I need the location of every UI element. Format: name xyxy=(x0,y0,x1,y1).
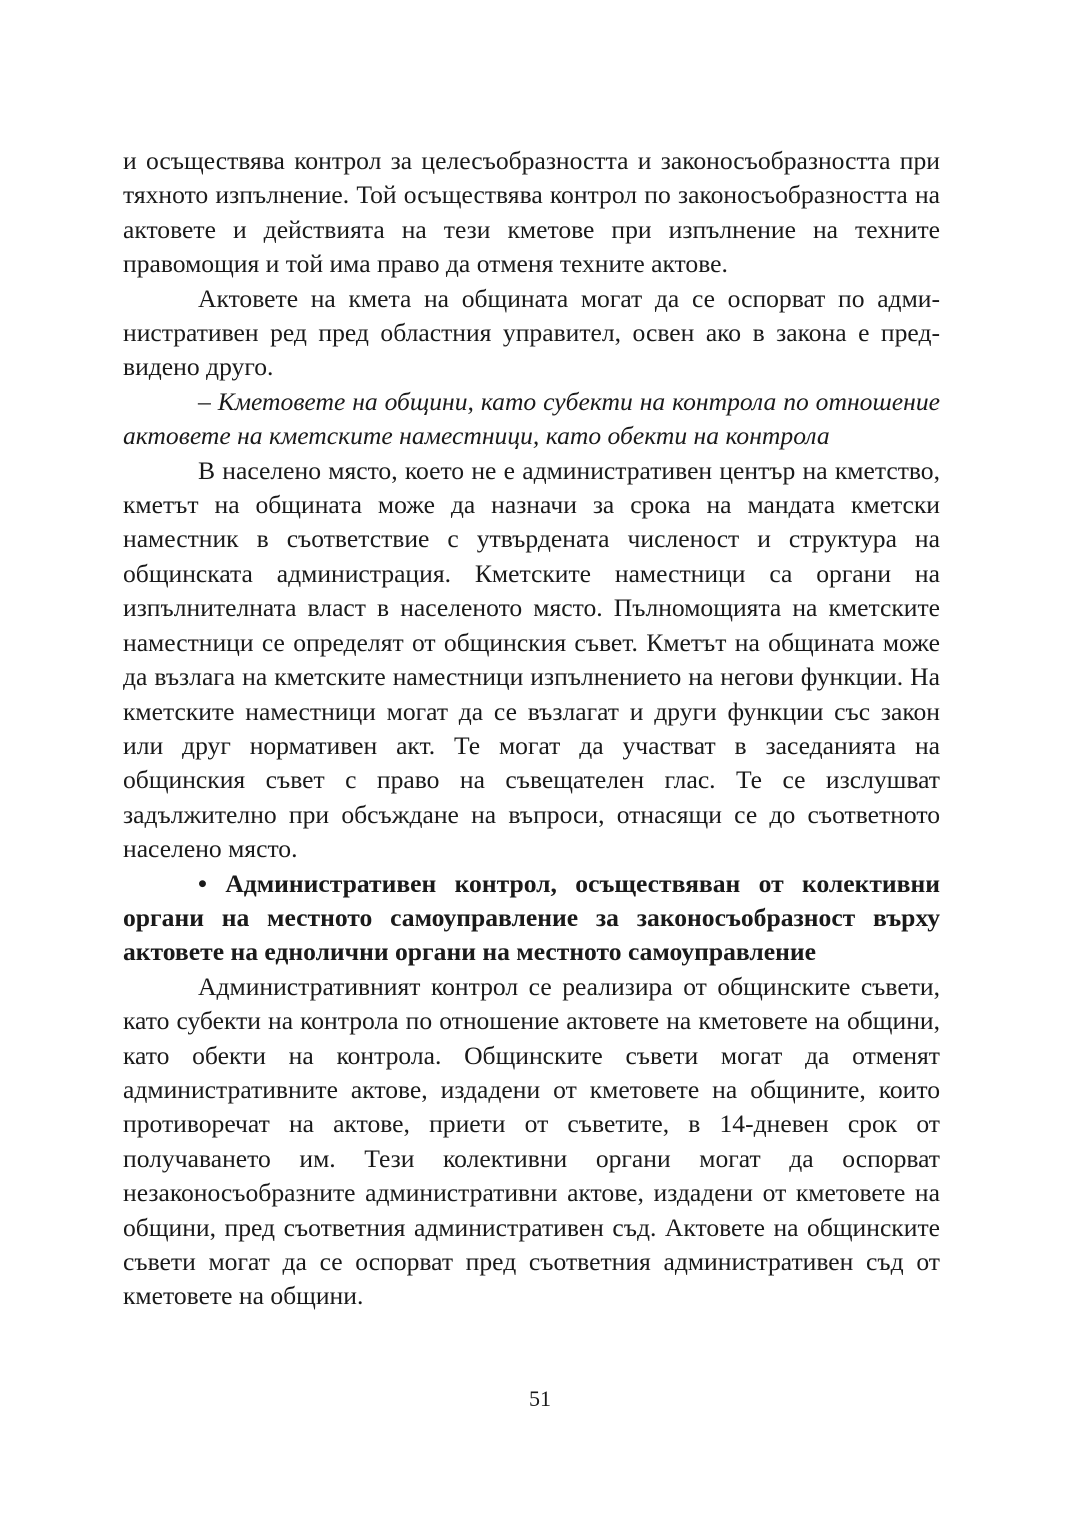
page-number: 51 xyxy=(529,1386,551,1411)
bold-heading-administrative-control: • Административен контрол, осъществяван от колективни органи на местното самоуправление за законосъобразност върху актовете на еднолични органи на местното самоуправление xyxy=(123,868,940,967)
paragraph-mayoral-deputies: В населено място, което не е административен център на кметство, кметът на общината може да назначи за срока на мандата кметски наместник в съответствие с утвърдената численост и структура на общинската администрация. Кметските наместници са органи на изпълнителната власт в населеното място. Пълномощията на кметските наместници се определят от общинския съвет. Кметът на общината може да възлага на кметските наместници изпълнението на негови функции. На кметските наместници могат да се възлагат и други функции със закон или друг нормативен акт. Те могат да участват в заседанията на общинския съвет с право на съвещателен глас. Те се изслушват задължително при обсъждане на въпроси, отнасящи се до съответното населено място. xyxy=(123,455,940,864)
paragraph-municipal-councils-control: Административният контрол се реализира от общинските съвети, като субекти на контрола по отношение актовете на кметовете на общини, като обекти на контрола. Общинските съвети могат да отменят административните актове, издадени от кметовете на общините, които противоречат на актове, приети от съветите, в 14-дневен срок от получаването им. Тези колективни органи могат да оспорват незаконосъобразните административни актове, издадени от кметовете на общини, пред съответния административен съд. Актовете на общинските съвети могат да се оспорват пред съответния административен съд от кметовете на общини. xyxy=(123,971,940,1311)
paragraph-appeal-mayor-acts: Актовете на кмета на общината могат да се оспорват по административен ред пред областния управител, освен ако в закона е предвидено друго. xyxy=(123,283,940,382)
italic-subheading-mayors-control: – Кметовете на общини, като субекти на контрола по отношение актовете на кметските наместници, като обекти на контрола xyxy=(123,386,940,451)
page-body xyxy=(123,144,940,1314)
paragraph-continuation: и осъществява контрол за целесъобразността и законосъобразността при тяхното изпълнение. Той осъществява контрол по законосъобразността на актовете и действията на тези кметове при изпълнение на техните правомощия и той има право да отменя техните актове. xyxy=(123,146,940,279)
